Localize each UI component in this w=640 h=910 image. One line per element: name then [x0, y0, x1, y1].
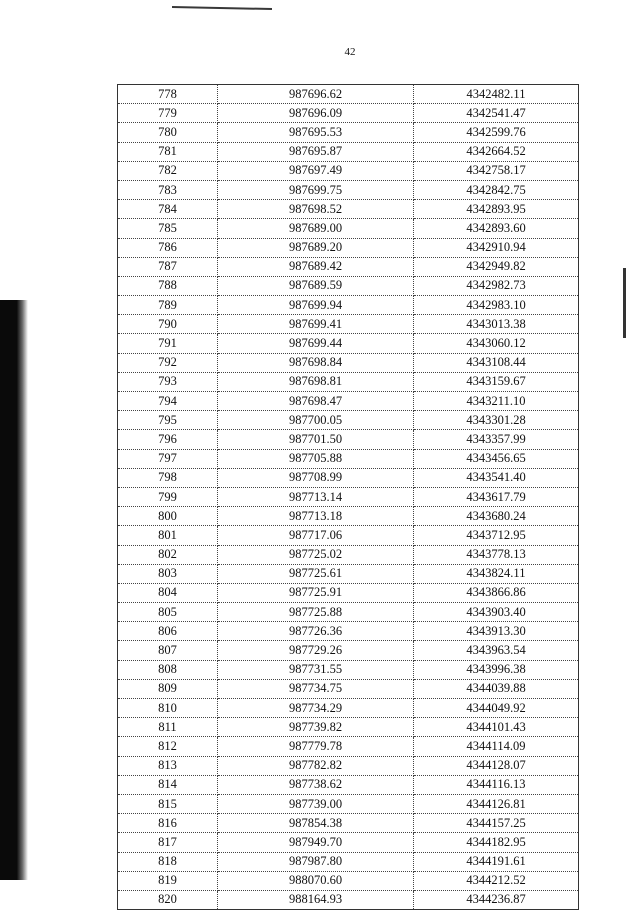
table-row — [118, 219, 579, 238]
x-coordinate-cell: 987717.06 — [218, 526, 414, 545]
x-coordinate-cell: 987725.91 — [218, 583, 414, 602]
x-coordinate-cell: 987705.88 — [218, 449, 414, 468]
x-coordinate-cell: 987726.36 — [218, 622, 414, 641]
table-row — [118, 583, 579, 602]
table-row — [118, 699, 579, 718]
table-row — [118, 334, 579, 353]
table-row — [118, 315, 579, 334]
table-row — [118, 526, 579, 545]
x-coordinate-cell: 987689.59 — [218, 276, 414, 295]
x-coordinate-cell: 987725.61 — [218, 564, 414, 583]
point-number-cell: 810 — [118, 699, 218, 718]
y-coordinate-cell: 4343996.38 — [414, 660, 579, 679]
x-coordinate-cell: 987699.75 — [218, 180, 414, 199]
y-coordinate-cell: 4344039.88 — [414, 679, 579, 698]
y-coordinate-cell: 4342758.17 — [414, 161, 579, 180]
x-coordinate-cell: 987734.29 — [218, 699, 414, 718]
point-number-cell: 808 — [118, 660, 218, 679]
y-coordinate-cell: 4342893.95 — [414, 200, 579, 219]
x-coordinate-cell: 987739.00 — [218, 794, 414, 813]
point-number-cell: 780 — [118, 123, 218, 142]
table-row — [118, 679, 579, 698]
y-coordinate-cell: 4344116.13 — [414, 775, 579, 794]
table-row — [118, 545, 579, 564]
x-coordinate-cell: 987699.44 — [218, 334, 414, 353]
scan-artifact-right-mark — [623, 268, 626, 338]
y-coordinate-cell: 4343680.24 — [414, 507, 579, 526]
table-row — [118, 718, 579, 737]
point-number-cell: 817 — [118, 833, 218, 852]
table-row — [118, 833, 579, 852]
x-coordinate-cell: 987779.78 — [218, 737, 414, 756]
point-number-cell: 799 — [118, 487, 218, 506]
y-coordinate-cell: 4344182.95 — [414, 833, 579, 852]
point-number-cell: 792 — [118, 353, 218, 372]
table-row — [118, 123, 579, 142]
y-coordinate-cell: 4342541.47 — [414, 104, 579, 123]
table-row — [118, 890, 579, 909]
table-row — [118, 603, 579, 622]
y-coordinate-cell: 4344212.52 — [414, 871, 579, 890]
x-coordinate-cell: 987725.02 — [218, 545, 414, 564]
y-coordinate-cell: 4343013.38 — [414, 315, 579, 334]
scan-artifact-top — [172, 6, 272, 10]
y-coordinate-cell: 4342599.76 — [414, 123, 579, 142]
point-number-cell: 804 — [118, 583, 218, 602]
point-number-cell: 814 — [118, 775, 218, 794]
table-row — [118, 852, 579, 871]
x-coordinate-cell: 987698.81 — [218, 372, 414, 391]
table-row — [118, 238, 579, 257]
x-coordinate-cell: 987699.94 — [218, 296, 414, 315]
y-coordinate-cell: 4342982.73 — [414, 276, 579, 295]
x-coordinate-cell: 987782.82 — [218, 756, 414, 775]
point-number-cell: 800 — [118, 507, 218, 526]
x-coordinate-cell: 987713.14 — [218, 487, 414, 506]
table-row — [118, 257, 579, 276]
x-coordinate-cell: 987949.70 — [218, 833, 414, 852]
point-number-cell: 807 — [118, 641, 218, 660]
table-row — [118, 296, 579, 315]
table-row — [118, 468, 579, 487]
point-number-cell: 820 — [118, 890, 218, 909]
x-coordinate-cell: 987697.49 — [218, 161, 414, 180]
y-coordinate-cell: 4344101.43 — [414, 718, 579, 737]
x-coordinate-cell: 987689.42 — [218, 257, 414, 276]
table-row — [118, 161, 579, 180]
y-coordinate-cell: 4343159.67 — [414, 372, 579, 391]
y-coordinate-cell: 4343866.86 — [414, 583, 579, 602]
point-number-cell: 784 — [118, 200, 218, 219]
y-coordinate-cell: 4343913.30 — [414, 622, 579, 641]
x-coordinate-cell: 987729.26 — [218, 641, 414, 660]
table-row — [118, 449, 579, 468]
point-number-cell: 793 — [118, 372, 218, 391]
x-coordinate-cell: 987696.09 — [218, 104, 414, 123]
x-coordinate-cell: 987854.38 — [218, 814, 414, 833]
y-coordinate-cell: 4343541.40 — [414, 468, 579, 487]
point-number-cell: 803 — [118, 564, 218, 583]
table-row — [118, 871, 579, 890]
y-coordinate-cell: 4342910.94 — [414, 238, 579, 257]
x-coordinate-cell: 987689.00 — [218, 219, 414, 238]
x-coordinate-cell: 987698.52 — [218, 200, 414, 219]
x-coordinate-cell: 987708.99 — [218, 468, 414, 487]
table-row — [118, 372, 579, 391]
y-coordinate-cell: 4342949.82 — [414, 257, 579, 276]
y-coordinate-cell: 4343108.44 — [414, 353, 579, 372]
x-coordinate-cell: 987696.62 — [218, 85, 414, 104]
point-number-cell: 805 — [118, 603, 218, 622]
x-coordinate-cell: 987713.18 — [218, 507, 414, 526]
y-coordinate-cell: 4344191.61 — [414, 852, 579, 871]
x-coordinate-cell: 987701.50 — [218, 430, 414, 449]
x-coordinate-cell: 987725.88 — [218, 603, 414, 622]
point-number-cell: 812 — [118, 737, 218, 756]
x-coordinate-cell: 987700.05 — [218, 411, 414, 430]
page-number: 42 — [344, 46, 356, 58]
x-coordinate-cell: 987734.75 — [218, 679, 414, 698]
point-number-cell: 809 — [118, 679, 218, 698]
table-row — [118, 814, 579, 833]
x-coordinate-cell: 987738.62 — [218, 775, 414, 794]
point-number-cell: 785 — [118, 219, 218, 238]
table-row — [118, 200, 579, 219]
table-row — [118, 775, 579, 794]
y-coordinate-cell: 4344114.09 — [414, 737, 579, 756]
y-coordinate-cell: 4343903.40 — [414, 603, 579, 622]
x-coordinate-cell: 987987.80 — [218, 852, 414, 871]
y-coordinate-cell: 4344049.92 — [414, 699, 579, 718]
point-number-cell: 795 — [118, 411, 218, 430]
y-coordinate-cell: 4343963.54 — [414, 641, 579, 660]
table-row — [118, 660, 579, 679]
point-number-cell: 815 — [118, 794, 218, 813]
table-row — [118, 353, 579, 372]
y-coordinate-cell: 4342983.10 — [414, 296, 579, 315]
x-coordinate-cell: 987698.84 — [218, 353, 414, 372]
point-number-cell: 811 — [118, 718, 218, 737]
x-coordinate-cell: 987695.53 — [218, 123, 414, 142]
y-coordinate-cell: 4344126.81 — [414, 794, 579, 813]
table-row — [118, 622, 579, 641]
point-number-cell: 801 — [118, 526, 218, 545]
table-row — [118, 392, 579, 411]
y-coordinate-cell: 4343824.11 — [414, 564, 579, 583]
point-number-cell: 791 — [118, 334, 218, 353]
y-coordinate-cell: 4343060.12 — [414, 334, 579, 353]
point-number-cell: 816 — [118, 814, 218, 833]
point-number-cell: 788 — [118, 276, 218, 295]
x-coordinate-cell: 987695.87 — [218, 142, 414, 161]
table-row — [118, 756, 579, 775]
y-coordinate-cell: 4342842.75 — [414, 180, 579, 199]
table-row — [118, 142, 579, 161]
point-number-cell: 789 — [118, 296, 218, 315]
x-coordinate-cell: 988070.60 — [218, 871, 414, 890]
point-number-cell: 806 — [118, 622, 218, 641]
table-row — [118, 487, 579, 506]
point-number-cell: 782 — [118, 161, 218, 180]
y-coordinate-cell: 4343456.65 — [414, 449, 579, 468]
x-coordinate-cell: 987698.47 — [218, 392, 414, 411]
table-row — [118, 641, 579, 660]
table-row — [118, 737, 579, 756]
table-row — [118, 276, 579, 295]
y-coordinate-cell: 4344128.07 — [414, 756, 579, 775]
y-coordinate-cell: 4343712.95 — [414, 526, 579, 545]
point-number-cell: 797 — [118, 449, 218, 468]
point-number-cell: 781 — [118, 142, 218, 161]
table-row — [118, 180, 579, 199]
y-coordinate-cell: 4343617.79 — [414, 487, 579, 506]
point-number-cell: 786 — [118, 238, 218, 257]
y-coordinate-cell: 4343211.10 — [414, 392, 579, 411]
y-coordinate-cell: 4343357.99 — [414, 430, 579, 449]
table-row — [118, 430, 579, 449]
y-coordinate-cell: 4343301.28 — [414, 411, 579, 430]
point-number-cell: 778 — [118, 85, 218, 104]
scan-artifact-left-edge — [0, 300, 28, 880]
y-coordinate-cell: 4343778.13 — [414, 545, 579, 564]
point-number-cell: 819 — [118, 871, 218, 890]
y-coordinate-cell: 4344236.87 — [414, 890, 579, 909]
x-coordinate-cell: 987689.20 — [218, 238, 414, 257]
y-coordinate-cell: 4344157.25 — [414, 814, 579, 833]
table-row — [118, 507, 579, 526]
y-coordinate-cell: 4342482.11 — [414, 85, 579, 104]
coordinates-table — [117, 84, 579, 910]
point-number-cell: 813 — [118, 756, 218, 775]
x-coordinate-cell: 987731.55 — [218, 660, 414, 679]
point-number-cell: 787 — [118, 257, 218, 276]
table-row — [118, 104, 579, 123]
point-number-cell: 790 — [118, 315, 218, 334]
point-number-cell: 802 — [118, 545, 218, 564]
table-row — [118, 85, 579, 104]
point-number-cell: 794 — [118, 392, 218, 411]
point-number-cell: 796 — [118, 430, 218, 449]
y-coordinate-cell: 4342893.60 — [414, 219, 579, 238]
point-number-cell: 783 — [118, 180, 218, 199]
table-row — [118, 794, 579, 813]
x-coordinate-cell: 988164.93 — [218, 890, 414, 909]
table-row — [118, 411, 579, 430]
y-coordinate-cell: 4342664.52 — [414, 142, 579, 161]
x-coordinate-cell: 987739.82 — [218, 718, 414, 737]
point-number-cell: 779 — [118, 104, 218, 123]
table-row — [118, 564, 579, 583]
x-coordinate-cell: 987699.41 — [218, 315, 414, 334]
point-number-cell: 818 — [118, 852, 218, 871]
point-number-cell: 798 — [118, 468, 218, 487]
coordinates-table-body — [118, 85, 579, 910]
